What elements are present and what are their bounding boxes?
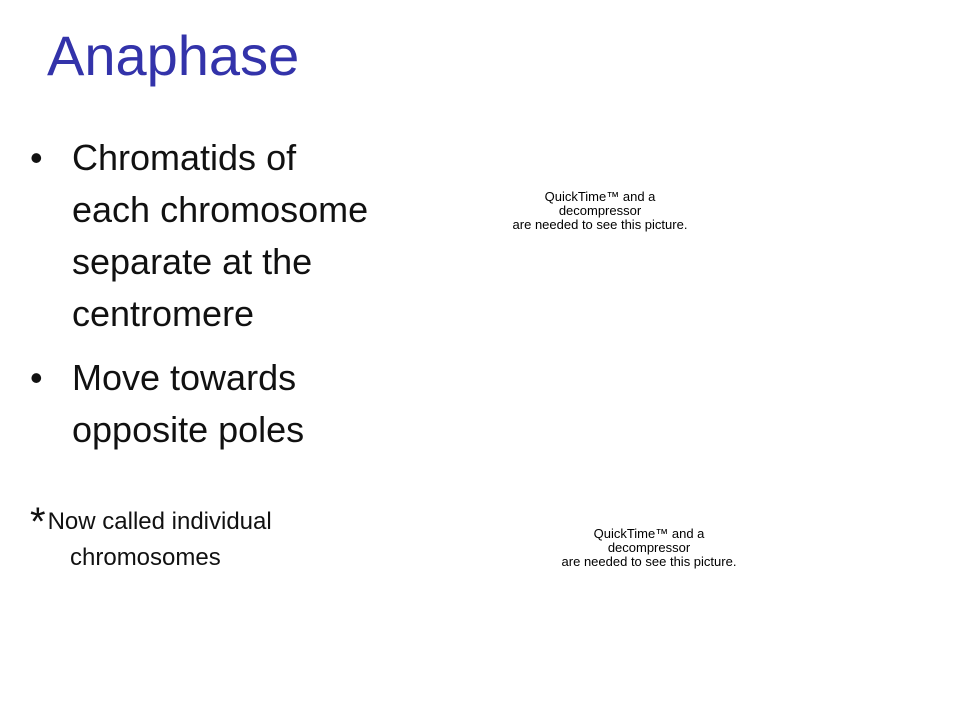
slide-title: Anaphase: [47, 24, 300, 87]
footnote-text: Now called individual chromosomes: [47, 508, 272, 571]
quicktime-placeholder-top: [500, 190, 700, 232]
placeholder-line: are needed to see this picture.: [512, 217, 688, 232]
footnote: [30, 500, 400, 576]
placeholder-line: QuickTime™ and a: [593, 526, 705, 541]
bullet-text: Move towards opposite poles: [72, 357, 305, 450]
placeholder-line: decompressor: [558, 203, 642, 218]
asterisk-icon: *: [30, 500, 46, 544]
quicktime-placeholder-bottom: [556, 527, 742, 569]
placeholder-line: QuickTime™ and a: [544, 189, 656, 204]
bullet-item-chromatids: [30, 132, 370, 340]
bullet-list: [30, 132, 370, 468]
bullet-dot-icon: •: [30, 137, 43, 178]
placeholder-line: decompressor: [607, 540, 691, 555]
placeholder-line: are needed to see this picture.: [561, 554, 737, 569]
bullet-dot-icon: •: [30, 357, 43, 398]
bullet-item-move: [30, 352, 370, 456]
bullet-text: Chromatids of each chromosome separate at the centromere: [72, 137, 369, 334]
